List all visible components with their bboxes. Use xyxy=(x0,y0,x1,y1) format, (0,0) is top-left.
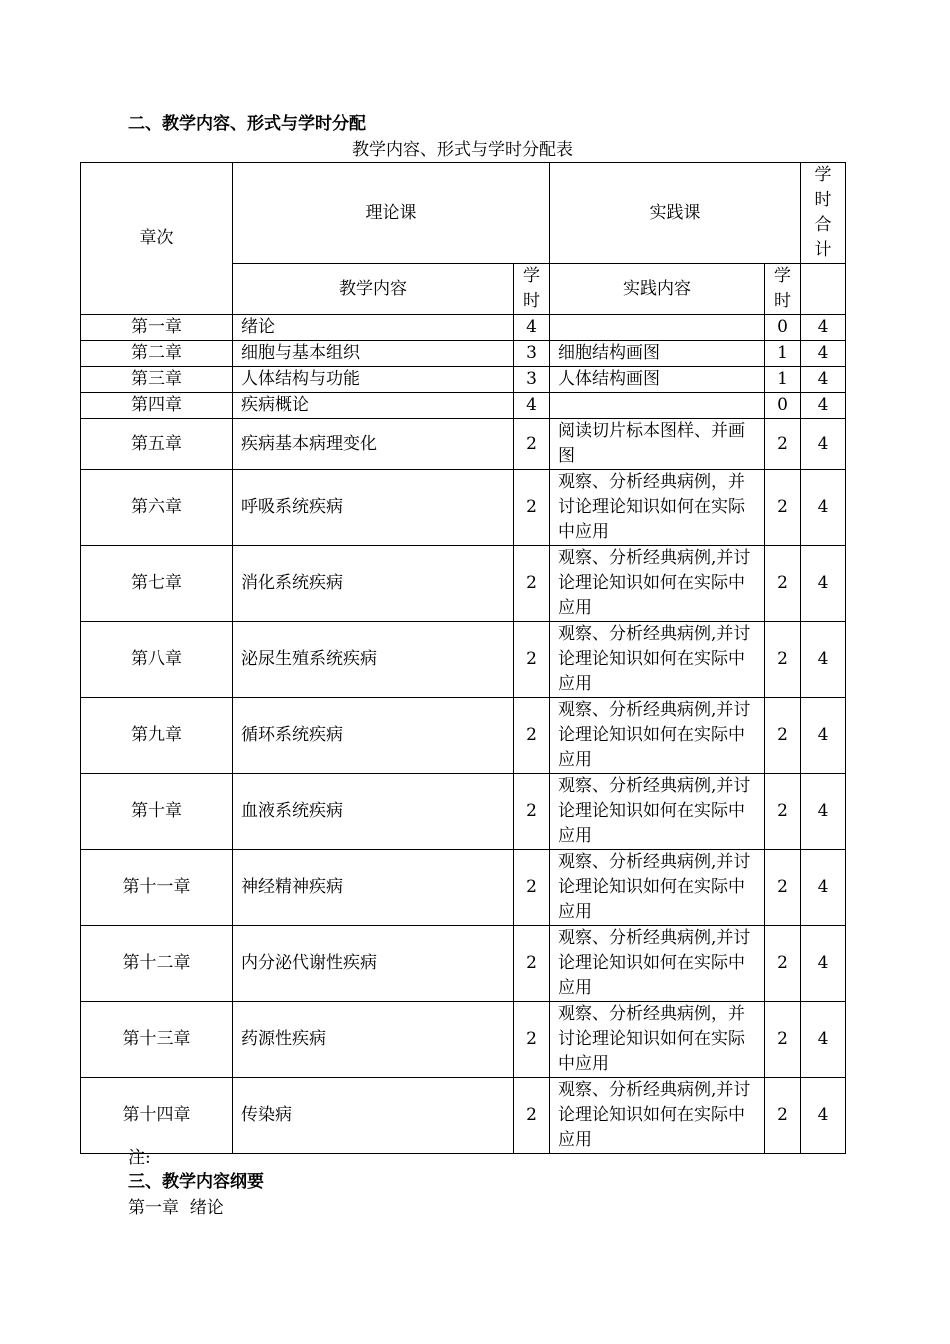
total-hours-cell: 4 xyxy=(801,315,846,341)
chapter-cell: 第十章 xyxy=(81,774,233,850)
theory-content-cell: 细胞与基本组织 xyxy=(233,341,514,367)
practice-content-cell: 阅读切片标本图样、并画图 xyxy=(550,419,765,470)
practice-content-cell: 人体结构画图 xyxy=(550,367,765,393)
chapter-cell: 第三章 xyxy=(81,367,233,393)
table-row xyxy=(81,698,846,774)
header-total-hours xyxy=(801,163,846,264)
header-total-hours-text: 学时合计 xyxy=(814,165,832,260)
practice-hours-cell: 2 xyxy=(765,1002,801,1078)
practice-content-cell xyxy=(550,315,765,341)
header-theory-hours-text: 学时 xyxy=(523,266,540,311)
table-row xyxy=(81,546,846,622)
chapter-cell: 第九章 xyxy=(81,698,233,774)
total-hours-cell: 4 xyxy=(801,926,846,1002)
theory-content-cell: 药源性疾病 xyxy=(233,1002,514,1078)
total-hours-cell: 4 xyxy=(801,622,846,698)
theory-hours-cell: 3 xyxy=(514,367,550,393)
practice-content-cell: 观察、分析经典病例，并讨论理论知识如何在实际中应用 xyxy=(550,1002,765,1078)
practice-content-cell: 观察、分析经典病例,并讨论理论知识如何在实际中应用 xyxy=(550,850,765,926)
theory-content-cell: 绪论 xyxy=(233,315,514,341)
practice-content-cell: 观察、分析经典病例,并讨论理论知识如何在实际中应用 xyxy=(550,926,765,1002)
practice-hours-cell: 2 xyxy=(765,470,801,546)
header-theory-hours xyxy=(514,264,550,315)
theory-content-cell: 呼吸系统疾病 xyxy=(233,470,514,546)
chapter-cell: 第十一章 xyxy=(81,850,233,926)
chapter-cell: 第一章 xyxy=(81,315,233,341)
total-hours-cell: 4 xyxy=(801,698,846,774)
chapter-cell: 第六章 xyxy=(81,470,233,546)
theory-content-cell: 人体结构与功能 xyxy=(233,367,514,393)
practice-content-cell xyxy=(550,393,765,419)
table-row xyxy=(81,470,846,546)
practice-hours-cell: 2 xyxy=(765,622,801,698)
table-row xyxy=(81,393,846,419)
theory-content-cell: 传染病 xyxy=(233,1078,514,1154)
section-heading-2: 二、教学内容、形式与学时分配 xyxy=(128,114,366,134)
total-hours-cell: 4 xyxy=(801,367,846,393)
header-theory-content: 教学内容 xyxy=(233,264,514,315)
header-chapter: 章次 xyxy=(81,163,233,315)
practice-content-cell: 观察、分析经典病例,并讨论理论知识如何在实际中应用 xyxy=(550,622,765,698)
practice-hours-cell: 1 xyxy=(765,367,801,393)
theory-hours-cell: 2 xyxy=(514,1078,550,1154)
theory-content-cell: 循环系统疾病 xyxy=(233,698,514,774)
total-hours-cell: 4 xyxy=(801,1002,846,1078)
header-practice-hours xyxy=(765,264,801,315)
table-row xyxy=(81,1078,846,1154)
practice-hours-cell: 2 xyxy=(765,698,801,774)
practice-content-cell: 观察、分析经典病例,并讨论理论知识如何在实际中应用 xyxy=(550,1078,765,1154)
header-practice-hours-text: 学时 xyxy=(774,266,791,311)
theory-hours-cell: 4 xyxy=(514,315,550,341)
practice-content-cell: 观察、分析经典病例,并讨论理论知识如何在实际中应用 xyxy=(550,546,765,622)
table-row xyxy=(81,774,846,850)
theory-content-cell: 血液系统疾病 xyxy=(233,774,514,850)
chapter-cell: 第八章 xyxy=(81,622,233,698)
practice-hours-cell: 2 xyxy=(765,419,801,470)
chapter-cell: 第五章 xyxy=(81,419,233,470)
table-row xyxy=(81,315,846,341)
table-row xyxy=(81,926,846,1002)
chapter-cell: 第十四章 xyxy=(81,1078,233,1154)
total-hours-cell: 4 xyxy=(801,470,846,546)
theory-hours-cell: 2 xyxy=(514,470,550,546)
theory-hours-cell: 2 xyxy=(514,698,550,774)
header-theory: 理论课 xyxy=(233,163,550,264)
theory-hours-cell: 2 xyxy=(514,419,550,470)
theory-hours-cell: 2 xyxy=(514,774,550,850)
practice-hours-cell: 2 xyxy=(765,926,801,1002)
theory-content-cell: 疾病基本病理变化 xyxy=(233,419,514,470)
table-row xyxy=(81,341,846,367)
total-hours-cell: 4 xyxy=(801,546,846,622)
practice-content-cell: 观察、分析经典病例,并讨论理论知识如何在实际中应用 xyxy=(550,698,765,774)
practice-content-cell: 观察、分析经典病例,并讨论理论知识如何在实际中应用 xyxy=(550,774,765,850)
theory-content-cell: 内分泌代谢性疾病 xyxy=(233,926,514,1002)
note-label: 注: xyxy=(128,1148,151,1168)
total-hours-cell: 4 xyxy=(801,850,846,926)
practice-hours-cell: 2 xyxy=(765,774,801,850)
header-practice: 实践课 xyxy=(550,163,801,264)
theory-hours-cell: 2 xyxy=(514,1002,550,1078)
total-hours-cell: 4 xyxy=(801,393,846,419)
total-hours-cell: 4 xyxy=(801,1078,846,1154)
table-row xyxy=(81,419,846,470)
chapter-cell: 第十二章 xyxy=(81,926,233,1002)
theory-hours-cell: 2 xyxy=(514,622,550,698)
table-row xyxy=(81,622,846,698)
chapter-cell: 第四章 xyxy=(81,393,233,419)
practice-hours-cell: 1 xyxy=(765,341,801,367)
section-heading-3: 三、教学内容纲要 xyxy=(128,1172,264,1192)
table-row xyxy=(81,367,846,393)
chapter-cell: 第二章 xyxy=(81,341,233,367)
header-practice-content: 实践内容 xyxy=(550,264,765,315)
table-caption: 教学内容、形式与学时分配表 xyxy=(352,140,573,160)
chapter-cell: 第十三章 xyxy=(81,1002,233,1078)
total-hours-cell: 4 xyxy=(801,419,846,470)
practice-hours-cell: 2 xyxy=(765,546,801,622)
theory-hours-cell: 2 xyxy=(514,546,550,622)
practice-content-cell: 观察、分析经典病例，并讨论理论知识如何在实际中应用 xyxy=(550,470,765,546)
theory-content-cell: 泌尿生殖系统疾病 xyxy=(233,622,514,698)
total-hours-cell: 4 xyxy=(801,341,846,367)
table-row xyxy=(81,1002,846,1078)
theory-content-cell: 神经精神疾病 xyxy=(233,850,514,926)
theory-hours-cell: 2 xyxy=(514,850,550,926)
chapter1-heading: 第一章 绪论 xyxy=(128,1198,224,1218)
total-hours-cell: 4 xyxy=(801,774,846,850)
header-empty-cell xyxy=(801,264,846,315)
practice-hours-cell: 0 xyxy=(765,315,801,341)
chapter-cell: 第七章 xyxy=(81,546,233,622)
theory-hours-cell: 3 xyxy=(514,341,550,367)
theory-content-cell: 疾病概论 xyxy=(233,393,514,419)
practice-content-cell: 细胞结构画图 xyxy=(550,341,765,367)
practice-hours-cell: 2 xyxy=(765,1078,801,1154)
table-row xyxy=(81,850,846,926)
theory-hours-cell: 4 xyxy=(514,393,550,419)
theory-hours-cell: 2 xyxy=(514,926,550,1002)
schedule-table xyxy=(80,162,846,1154)
theory-content-cell: 消化系统疾病 xyxy=(233,546,514,622)
practice-hours-cell: 0 xyxy=(765,393,801,419)
practice-hours-cell: 2 xyxy=(765,850,801,926)
